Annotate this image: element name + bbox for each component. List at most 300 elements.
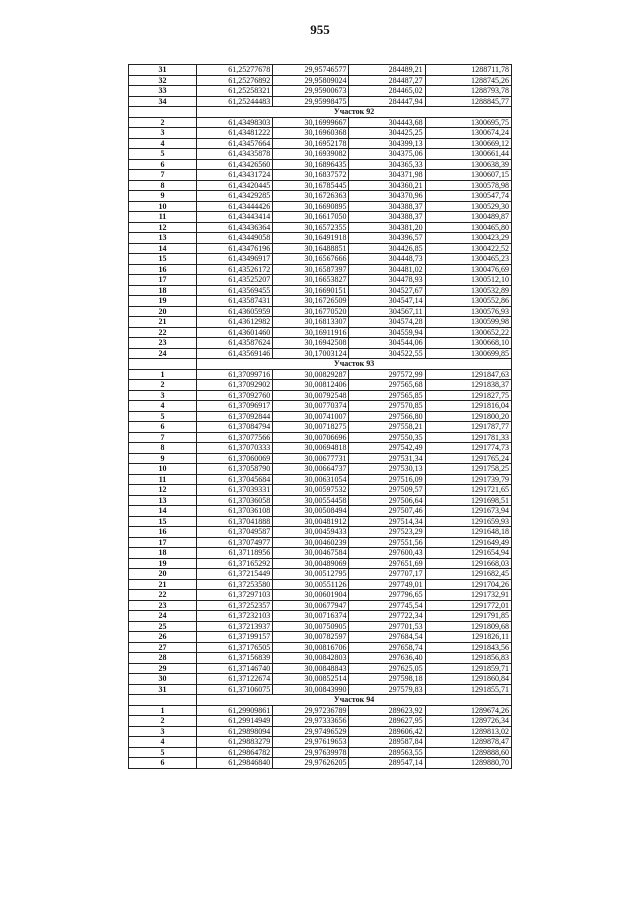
latitude-cell: 61,43496917 [197,254,273,265]
y-coordinate-cell: 1300547,74 [425,191,511,202]
point-number-cell: 8 [129,443,197,454]
longitude-cell: 30,00677947 [273,600,349,611]
table-row [129,474,512,485]
section-number-cell [129,695,197,706]
x-coordinate-cell: 284487,27 [349,75,425,86]
y-coordinate-cell: 1291855,71 [425,684,511,695]
longitude-cell: 29,95998475 [273,96,349,107]
table-row [129,443,512,454]
latitude-cell: 61,37092844 [197,411,273,422]
x-coordinate-cell: 304388,37 [349,201,425,212]
x-coordinate-cell: 304396,57 [349,233,425,244]
latitude-cell: 61,37041888 [197,516,273,527]
table-row [129,348,512,359]
y-coordinate-cell: 1300512,10 [425,275,511,286]
latitude-cell: 61,43457664 [197,138,273,149]
point-number-cell: 14 [129,506,197,517]
table-row [129,401,512,412]
y-coordinate-cell: 1291704,26 [425,579,511,590]
longitude-cell: 30,00718275 [273,422,349,433]
point-number-cell: 16 [129,527,197,538]
table-row [129,548,512,559]
latitude-cell: 61,43601460 [197,327,273,338]
longitude-cell: 30,00481912 [273,516,349,527]
y-coordinate-cell: 1289878,47 [425,737,511,748]
x-coordinate-cell: 289587,84 [349,737,425,748]
latitude-cell: 61,29909861 [197,705,273,716]
table-row [129,663,512,674]
latitude-cell: 61,37165292 [197,558,273,569]
point-number-cell: 5 [129,411,197,422]
y-coordinate-cell: 1300422,52 [425,243,511,254]
x-coordinate-cell: 289563,55 [349,747,425,758]
latitude-cell: 61,25276892 [197,75,273,86]
latitude-cell: 61,29846840 [197,758,273,769]
point-number-cell: 3 [129,726,197,737]
x-coordinate-cell: 304559,94 [349,327,425,338]
longitude-cell: 30,00770374 [273,401,349,412]
point-number-cell: 12 [129,222,197,233]
y-coordinate-cell: 1300669,12 [425,138,511,149]
x-coordinate-cell: 304547,14 [349,296,425,307]
longitude-cell: 30,16726363 [273,191,349,202]
x-coordinate-cell: 304375,06 [349,149,425,160]
point-number-cell: 21 [129,579,197,590]
y-coordinate-cell: 1300578,98 [425,180,511,191]
latitude-cell: 61,37232103 [197,611,273,622]
x-coordinate-cell: 304425,25 [349,128,425,139]
x-coordinate-cell: 304370,96 [349,191,425,202]
longitude-cell: 30,00664737 [273,464,349,475]
point-number-cell: 7 [129,170,197,181]
y-coordinate-cell: 1291826,11 [425,632,511,643]
table-row [129,485,512,496]
table-row [129,453,512,464]
y-coordinate-cell: 1291774,73 [425,443,511,454]
latitude-cell: 61,43444426 [197,201,273,212]
y-coordinate-cell: 1300552,86 [425,296,511,307]
latitude-cell: 61,37215449 [197,569,273,580]
table-row [129,422,512,433]
table-row [129,642,512,653]
table-row [129,495,512,506]
latitude-cell: 61,43587431 [197,296,273,307]
longitude-cell: 30,16785445 [273,180,349,191]
y-coordinate-cell: 1291847,63 [425,369,511,380]
x-coordinate-cell: 297600,43 [349,548,425,559]
point-number-cell: 7 [129,432,197,443]
point-number-cell: 9 [129,453,197,464]
table-row [129,117,512,128]
latitude-cell: 61,43587624 [197,338,273,349]
latitude-cell: 61,37122674 [197,674,273,685]
table-row [129,201,512,212]
longitude-cell: 30,16896435 [273,159,349,170]
table-row [129,86,512,97]
point-number-cell: 21 [129,317,197,328]
x-coordinate-cell: 297542,49 [349,443,425,454]
point-number-cell: 2 [129,716,197,727]
longitude-cell: 30,00551126 [273,579,349,590]
y-coordinate-cell: 1300607,15 [425,170,511,181]
table-row [129,317,512,328]
y-coordinate-cell: 1291838,37 [425,380,511,391]
latitude-cell: 61,37118956 [197,548,273,559]
y-coordinate-cell: 1291659,93 [425,516,511,527]
x-coordinate-cell: 297707,17 [349,569,425,580]
point-number-cell: 30 [129,674,197,685]
point-number-cell: 14 [129,243,197,254]
section-header-row [129,359,512,370]
x-coordinate-cell: 289606,42 [349,726,425,737]
x-coordinate-cell: 284465,02 [349,86,425,97]
section-title: Участок 92 [197,107,512,118]
page-number: 955 [310,22,330,37]
coordinates-table-body [129,65,512,769]
table-row [129,411,512,422]
table-row [129,243,512,254]
y-coordinate-cell: 1300699,85 [425,348,511,359]
y-coordinate-cell: 1291859,71 [425,663,511,674]
x-coordinate-cell: 297749,01 [349,579,425,590]
table-row [129,537,512,548]
table-row [129,254,512,265]
table-row [129,159,512,170]
x-coordinate-cell: 297796,65 [349,590,425,601]
y-coordinate-cell: 1291732,91 [425,590,511,601]
table-row [129,338,512,349]
y-coordinate-cell: 1300476,69 [425,264,511,275]
longitude-cell: 30,00467584 [273,548,349,559]
longitude-cell: 29,97619653 [273,737,349,748]
x-coordinate-cell: 297598,18 [349,674,425,685]
longitude-cell: 30,16837572 [273,170,349,181]
table-row [129,684,512,695]
longitude-cell: 30,16939082 [273,149,349,160]
point-number-cell: 4 [129,401,197,412]
y-coordinate-cell: 1291800,20 [425,411,511,422]
table-row [129,191,512,202]
latitude-cell: 61,43498303 [197,117,273,128]
y-coordinate-cell: 1291765,24 [425,453,511,464]
point-number-cell: 9 [129,191,197,202]
y-coordinate-cell: 1300695,75 [425,117,511,128]
table-row [129,170,512,181]
point-number-cell: 17 [129,275,197,286]
table-row [129,716,512,727]
y-coordinate-cell: 1291781,33 [425,432,511,443]
latitude-cell: 61,37092902 [197,380,273,391]
section-number-cell [129,107,197,118]
longitude-cell: 30,16952178 [273,138,349,149]
latitude-cell: 61,37297103 [197,590,273,601]
x-coordinate-cell: 304381,20 [349,222,425,233]
x-coordinate-cell: 297684,54 [349,632,425,643]
table-row [129,138,512,149]
point-number-cell: 26 [129,632,197,643]
x-coordinate-cell: 304448,73 [349,254,425,265]
longitude-cell: 29,95809024 [273,75,349,86]
longitude-cell: 30,00716374 [273,611,349,622]
latitude-cell: 61,43605959 [197,306,273,317]
table-row [129,737,512,748]
latitude-cell: 61,43429285 [197,191,273,202]
longitude-cell: 30,16813307 [273,317,349,328]
table-row [129,369,512,380]
x-coordinate-cell: 297579,83 [349,684,425,695]
section-header-row [129,695,512,706]
longitude-cell: 30,00792548 [273,390,349,401]
longitude-cell: 29,97236789 [273,705,349,716]
point-number-cell: 19 [129,296,197,307]
latitude-cell: 61,37199157 [197,632,273,643]
latitude-cell: 61,37106075 [197,684,273,695]
latitude-cell: 61,37099716 [197,369,273,380]
x-coordinate-cell: 297530,13 [349,464,425,475]
latitude-cell: 61,37070333 [197,443,273,454]
latitude-cell: 61,37092760 [197,390,273,401]
point-number-cell: 23 [129,600,197,611]
y-coordinate-cell: 1288745,26 [425,75,511,86]
table-row [129,65,512,76]
longitude-cell: 30,16491918 [273,233,349,244]
latitude-cell: 61,25258321 [197,86,273,97]
latitude-cell: 61,29883279 [197,737,273,748]
table-row [129,674,512,685]
y-coordinate-cell: 1300599,98 [425,317,511,328]
table-row [129,726,512,737]
latitude-cell: 61,37074977 [197,537,273,548]
point-number-cell: 22 [129,590,197,601]
longitude-cell: 30,16911916 [273,327,349,338]
point-number-cell: 13 [129,233,197,244]
table-row [129,621,512,632]
y-coordinate-cell: 1291673,94 [425,506,511,517]
longitude-cell: 30,00829287 [273,369,349,380]
x-coordinate-cell: 297509,57 [349,485,425,496]
table-row [129,432,512,443]
longitude-cell: 30,00460239 [273,537,349,548]
x-coordinate-cell: 297506,64 [349,495,425,506]
point-number-cell: 24 [129,611,197,622]
x-coordinate-cell: 304527,67 [349,285,425,296]
table-row [129,296,512,307]
x-coordinate-cell: 297636,40 [349,653,425,664]
point-number-cell: 6 [129,758,197,769]
longitude-cell: 30,00842803 [273,653,349,664]
x-coordinate-cell: 297523,29 [349,527,425,538]
x-coordinate-cell: 297722,34 [349,611,425,622]
point-number-cell: 2 [129,380,197,391]
x-coordinate-cell: 289623,92 [349,705,425,716]
longitude-cell: 30,00852514 [273,674,349,685]
x-coordinate-cell: 297551,56 [349,537,425,548]
section-number-cell [129,359,197,370]
x-coordinate-cell: 304544,06 [349,338,425,349]
latitude-cell: 61,43481222 [197,128,273,139]
longitude-cell: 30,00694818 [273,443,349,454]
longitude-cell: 30,00741007 [273,411,349,422]
x-coordinate-cell: 297570,85 [349,401,425,412]
latitude-cell: 61,37036058 [197,495,273,506]
y-coordinate-cell: 1291682,45 [425,569,511,580]
section-title: Участок 93 [197,359,512,370]
x-coordinate-cell: 284447,94 [349,96,425,107]
y-coordinate-cell: 1300576,93 [425,306,511,317]
point-number-cell: 13 [129,495,197,506]
latitude-cell: 61,43435878 [197,149,273,160]
x-coordinate-cell: 304388,37 [349,212,425,223]
x-coordinate-cell: 297701,53 [349,621,425,632]
point-number-cell: 15 [129,254,197,265]
latitude-cell: 61,25277678 [197,65,273,76]
point-number-cell: 20 [129,306,197,317]
latitude-cell: 61,37146740 [197,663,273,674]
point-number-cell: 8 [129,180,197,191]
x-coordinate-cell: 304478,93 [349,275,425,286]
longitude-cell: 30,00508494 [273,506,349,517]
x-coordinate-cell: 304426,85 [349,243,425,254]
y-coordinate-cell: 1300529,30 [425,201,511,212]
latitude-cell: 61,37049587 [197,527,273,538]
x-coordinate-cell: 304365,33 [349,159,425,170]
point-number-cell: 15 [129,516,197,527]
longitude-cell: 30,16726509 [273,296,349,307]
longitude-cell: 30,00597532 [273,485,349,496]
point-number-cell: 19 [129,558,197,569]
latitude-cell: 61,43420445 [197,180,273,191]
point-number-cell: 22 [129,327,197,338]
latitude-cell: 61,29864782 [197,747,273,758]
y-coordinate-cell: 1291787,77 [425,422,511,433]
longitude-cell: 29,97639978 [273,747,349,758]
table-row [129,611,512,622]
point-number-cell: 29 [129,663,197,674]
point-number-cell: 16 [129,264,197,275]
point-number-cell: 10 [129,201,197,212]
latitude-cell: 61,37084794 [197,422,273,433]
x-coordinate-cell: 289627,95 [349,716,425,727]
y-coordinate-cell: 1291772,01 [425,600,511,611]
point-number-cell: 2 [129,117,197,128]
x-coordinate-cell: 304574,28 [349,317,425,328]
point-number-cell: 3 [129,128,197,139]
point-number-cell: 33 [129,86,197,97]
longitude-cell: 30,00843990 [273,684,349,695]
longitude-cell: 29,97626205 [273,758,349,769]
point-number-cell: 6 [129,422,197,433]
table-row [129,705,512,716]
table-row [129,128,512,139]
table-row [129,306,512,317]
table-row [129,569,512,580]
y-coordinate-cell: 1289674,26 [425,705,511,716]
point-number-cell: 18 [129,285,197,296]
point-number-cell: 17 [129,537,197,548]
coordinates-table [128,64,512,769]
y-coordinate-cell: 1291654,94 [425,548,511,559]
x-coordinate-cell: 304481,02 [349,264,425,275]
table-row [129,758,512,769]
latitude-cell: 61,37213937 [197,621,273,632]
point-number-cell: 11 [129,212,197,223]
point-number-cell: 5 [129,747,197,758]
y-coordinate-cell: 1291843,56 [425,642,511,653]
longitude-cell: 30,16488851 [273,243,349,254]
latitude-cell: 61,37077566 [197,432,273,443]
x-coordinate-cell: 304522,55 [349,348,425,359]
latitude-cell: 61,37036108 [197,506,273,517]
longitude-cell: 30,16572355 [273,222,349,233]
table-row [129,222,512,233]
latitude-cell: 61,25244483 [197,96,273,107]
y-coordinate-cell: 1300668,10 [425,338,511,349]
latitude-cell: 61,37156839 [197,653,273,664]
point-number-cell: 31 [129,65,197,76]
point-number-cell: 5 [129,149,197,160]
point-number-cell: 31 [129,684,197,695]
y-coordinate-cell: 1291721,65 [425,485,511,496]
longitude-cell: 30,00816706 [273,642,349,653]
y-coordinate-cell: 1291648,18 [425,527,511,538]
point-number-cell: 25 [129,621,197,632]
latitude-cell: 61,43569455 [197,285,273,296]
x-coordinate-cell: 304371,98 [349,170,425,181]
x-coordinate-cell: 304567,11 [349,306,425,317]
y-coordinate-cell: 1291860,84 [425,674,511,685]
latitude-cell: 61,37253580 [197,579,273,590]
table-row [129,579,512,590]
table-row [129,96,512,107]
latitude-cell: 61,37176505 [197,642,273,653]
x-coordinate-cell: 297565,68 [349,380,425,391]
table-row [129,275,512,286]
y-coordinate-cell: 1288711,78 [425,65,511,76]
latitude-cell: 61,37252357 [197,600,273,611]
point-number-cell: 1 [129,369,197,380]
longitude-cell: 30,16587397 [273,264,349,275]
y-coordinate-cell: 1289888,60 [425,747,511,758]
longitude-cell: 30,00554458 [273,495,349,506]
latitude-cell: 61,43431724 [197,170,273,181]
latitude-cell: 61,43436364 [197,222,273,233]
x-coordinate-cell: 297565,85 [349,390,425,401]
latitude-cell: 61,43426560 [197,159,273,170]
y-coordinate-cell: 1289880,70 [425,758,511,769]
latitude-cell: 61,43569146 [197,348,273,359]
table-row [129,747,512,758]
y-coordinate-cell: 1291698,51 [425,495,511,506]
table-row [129,327,512,338]
point-number-cell: 10 [129,464,197,475]
table-row [129,506,512,517]
x-coordinate-cell: 297625,05 [349,663,425,674]
y-coordinate-cell: 1289813,02 [425,726,511,737]
x-coordinate-cell: 297651,69 [349,558,425,569]
x-coordinate-cell: 284489,21 [349,65,425,76]
section-header-row [129,107,512,118]
latitude-cell: 61,43476196 [197,243,273,254]
longitude-cell: 30,16653827 [273,275,349,286]
latitude-cell: 61,43449058 [197,233,273,244]
longitude-cell: 30,00512795 [273,569,349,580]
x-coordinate-cell: 297550,35 [349,432,425,443]
point-number-cell: 23 [129,338,197,349]
longitude-cell: 30,16999667 [273,117,349,128]
table-row [129,527,512,538]
longitude-cell: 30,16567666 [273,254,349,265]
x-coordinate-cell: 297658,74 [349,642,425,653]
